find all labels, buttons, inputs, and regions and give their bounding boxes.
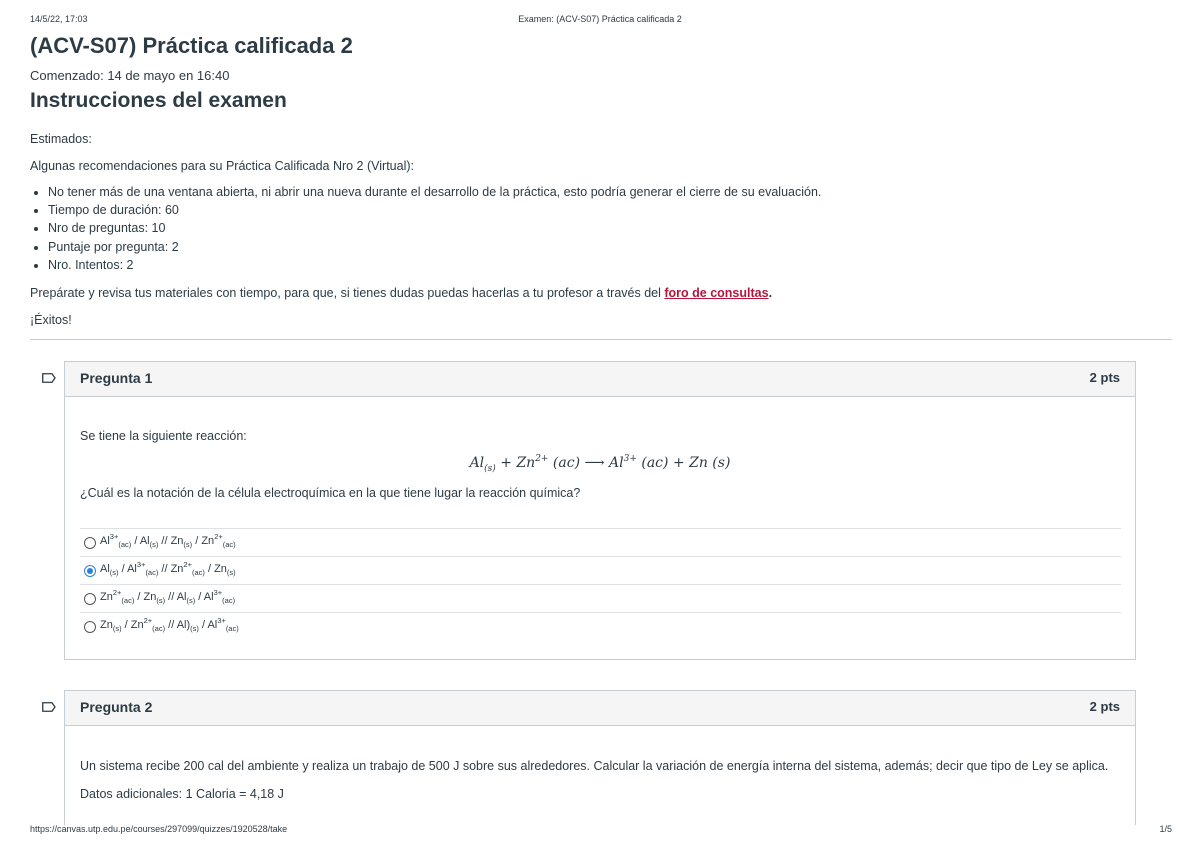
- answer-label[interactable]: [100, 532, 236, 549]
- flag-question-icon[interactable]: [42, 702, 56, 712]
- reaction-equation: [65, 454, 1135, 474]
- ans-charge: 2+: [112, 588, 122, 597]
- ans-text: // Zn: [158, 563, 184, 575]
- ans-state: (s): [186, 596, 196, 605]
- flag-question-icon[interactable]: [42, 373, 56, 383]
- answer-label[interactable]: [100, 560, 236, 577]
- instructions-title: Instrucciones del examen: [30, 89, 287, 112]
- ans-charge: 2+: [183, 560, 192, 569]
- ans-state: (ac): [191, 568, 205, 577]
- ans-text: / Al: [195, 591, 214, 603]
- eq-plus: +: [495, 455, 517, 471]
- ans-state: (ac): [222, 540, 236, 549]
- eq-ac: (ac): [548, 455, 585, 471]
- answer-option[interactable]: [80, 584, 1121, 612]
- question-name: Pregunta 2: [80, 699, 153, 715]
- recommendation-item: • Nro de preguntas: 10: [48, 219, 821, 237]
- eq-al3: Al: [604, 455, 624, 471]
- ans-state: (ac): [118, 540, 132, 549]
- question-header: [65, 691, 1135, 726]
- ans-text: Zn: [100, 591, 113, 603]
- ans-state: (s): [226, 568, 236, 577]
- question-points: 2 pts: [1089, 370, 1120, 385]
- eq-plus: +: [672, 455, 690, 471]
- ans-charge: 2+: [143, 616, 153, 625]
- eq-zn: Zn: [516, 455, 536, 471]
- print-date: 14/5/22, 17:03: [30, 14, 88, 24]
- eq-zn-charge: 2+: [535, 454, 549, 464]
- intro-text: Algunas recomendaciones para su Práctica Calificada Nro 2 (Virtual):: [30, 159, 414, 173]
- ans-state: (s): [190, 624, 199, 633]
- eq-al: Al: [469, 455, 485, 471]
- prep-sentence: Prepárate y revisa tus materiales con tiempo, para que, si tienes dudas puedas hacerlas a tu profesor a través del: [30, 286, 665, 300]
- ans-text: Zn: [100, 619, 113, 631]
- answer-option-selected[interactable]: [80, 556, 1121, 584]
- answer-option[interactable]: [80, 612, 1121, 640]
- quiz-title: (ACV-S07) Práctica calificada 2: [30, 33, 353, 58]
- print-url: https://canvas.utp.edu.pe/courses/297099/quizzes/1920528/take: [30, 824, 288, 834]
- started-timestamp: Comenzado: 14 de mayo en 16:40: [30, 68, 230, 83]
- ans-state: (s): [109, 568, 119, 577]
- eq-zn-solid: Zn (s): [689, 455, 731, 471]
- recommendation-item: • Nro. Intentos: 2: [48, 256, 821, 274]
- recommendation-item: • Puntaje por pregunta: 2: [48, 238, 821, 256]
- closing-text: ¡Éxitos!: [30, 313, 72, 327]
- ans-text: / Al: [118, 563, 137, 575]
- answer-list: [80, 528, 1121, 640]
- ans-text: Al: [100, 563, 110, 575]
- ans-charge: 3+: [213, 588, 223, 597]
- ans-text: // Al): [165, 619, 191, 631]
- ans-state: (ac): [222, 596, 236, 605]
- question-extra-data: Datos adicionales: 1 Caloria = 4,18 J: [80, 787, 284, 801]
- eq-arrow: ⟶: [584, 455, 605, 471]
- consult-forum-link[interactable]: foro de consultas: [664, 286, 769, 300]
- greeting-text: Estimados:: [30, 132, 92, 146]
- eq-al-sub: (s): [484, 464, 496, 474]
- question-text: ¿Cuál es la notación de la célula electroquímica en la que tiene lugar la reacción química?: [80, 486, 581, 500]
- ans-state: (ac): [152, 624, 166, 633]
- ans-text: // Zn: [158, 535, 184, 547]
- ans-charge: 3+: [136, 560, 146, 569]
- radio-button[interactable]: [84, 537, 96, 549]
- question-points: 2 pts: [1089, 699, 1120, 714]
- ans-state: (s): [183, 540, 193, 549]
- ans-text: / Zn: [192, 535, 215, 547]
- ans-text: / Al: [131, 535, 150, 547]
- print-page-number: 1/5: [1159, 824, 1172, 834]
- prep-text: [30, 286, 772, 300]
- prep-period: .: [768, 286, 773, 300]
- recommendations-list: [30, 183, 821, 274]
- ans-text: / Zn: [121, 619, 144, 631]
- answer-label[interactable]: [100, 588, 236, 605]
- ans-state: (ac): [225, 624, 239, 633]
- ans-text: // Al: [165, 591, 187, 603]
- radio-button[interactable]: [84, 593, 96, 605]
- divider: [30, 339, 1172, 340]
- recommendation-item: • No tener más de una ventana abierta, ni abrir una nueva durante el desarrollo de la práctica, esto podría generar el cierre de su evaluación.: [48, 183, 821, 201]
- ans-state: (s): [156, 596, 166, 605]
- ans-state: (s): [112, 624, 122, 633]
- answer-label[interactable]: [100, 616, 239, 633]
- recommendation-item: • Tiempo de duración: 60: [48, 201, 821, 219]
- print-page-title: Examen: (ACV-S07) Práctica calificada 2: [518, 14, 682, 24]
- ans-text: / Al: [198, 619, 218, 631]
- ans-text: / Zn: [204, 563, 227, 575]
- ans-charge: 2+: [214, 532, 223, 541]
- question-header: [65, 362, 1135, 397]
- question-name: Pregunta 1: [80, 370, 153, 386]
- ans-state: (ac): [121, 596, 135, 605]
- answer-option[interactable]: [80, 528, 1121, 556]
- question-text: Un sistema recibe 200 cal del ambiente y realiza un trabajo de 500 J sobre sus alrededores. Calcular la variación de energía interna del sistema, además; decir que tipo de Ley se aplica.: [80, 759, 1109, 773]
- question-intro-text: Se tiene la siguiente reacción:: [80, 429, 247, 443]
- radio-button[interactable]: [84, 621, 96, 633]
- ans-state: (s): [149, 540, 159, 549]
- eq-ac: (ac): [636, 455, 673, 471]
- ans-charge: 3+: [109, 532, 119, 541]
- eq-al-charge: 3+: [623, 454, 637, 464]
- ans-text: / Zn: [134, 591, 157, 603]
- ans-state: (ac): [145, 568, 159, 577]
- ans-text: Al: [100, 535, 110, 547]
- question-2: [64, 690, 1136, 825]
- ans-charge: 3+: [217, 616, 226, 625]
- question-1: [64, 361, 1136, 660]
- radio-button-checked[interactable]: [84, 565, 96, 577]
